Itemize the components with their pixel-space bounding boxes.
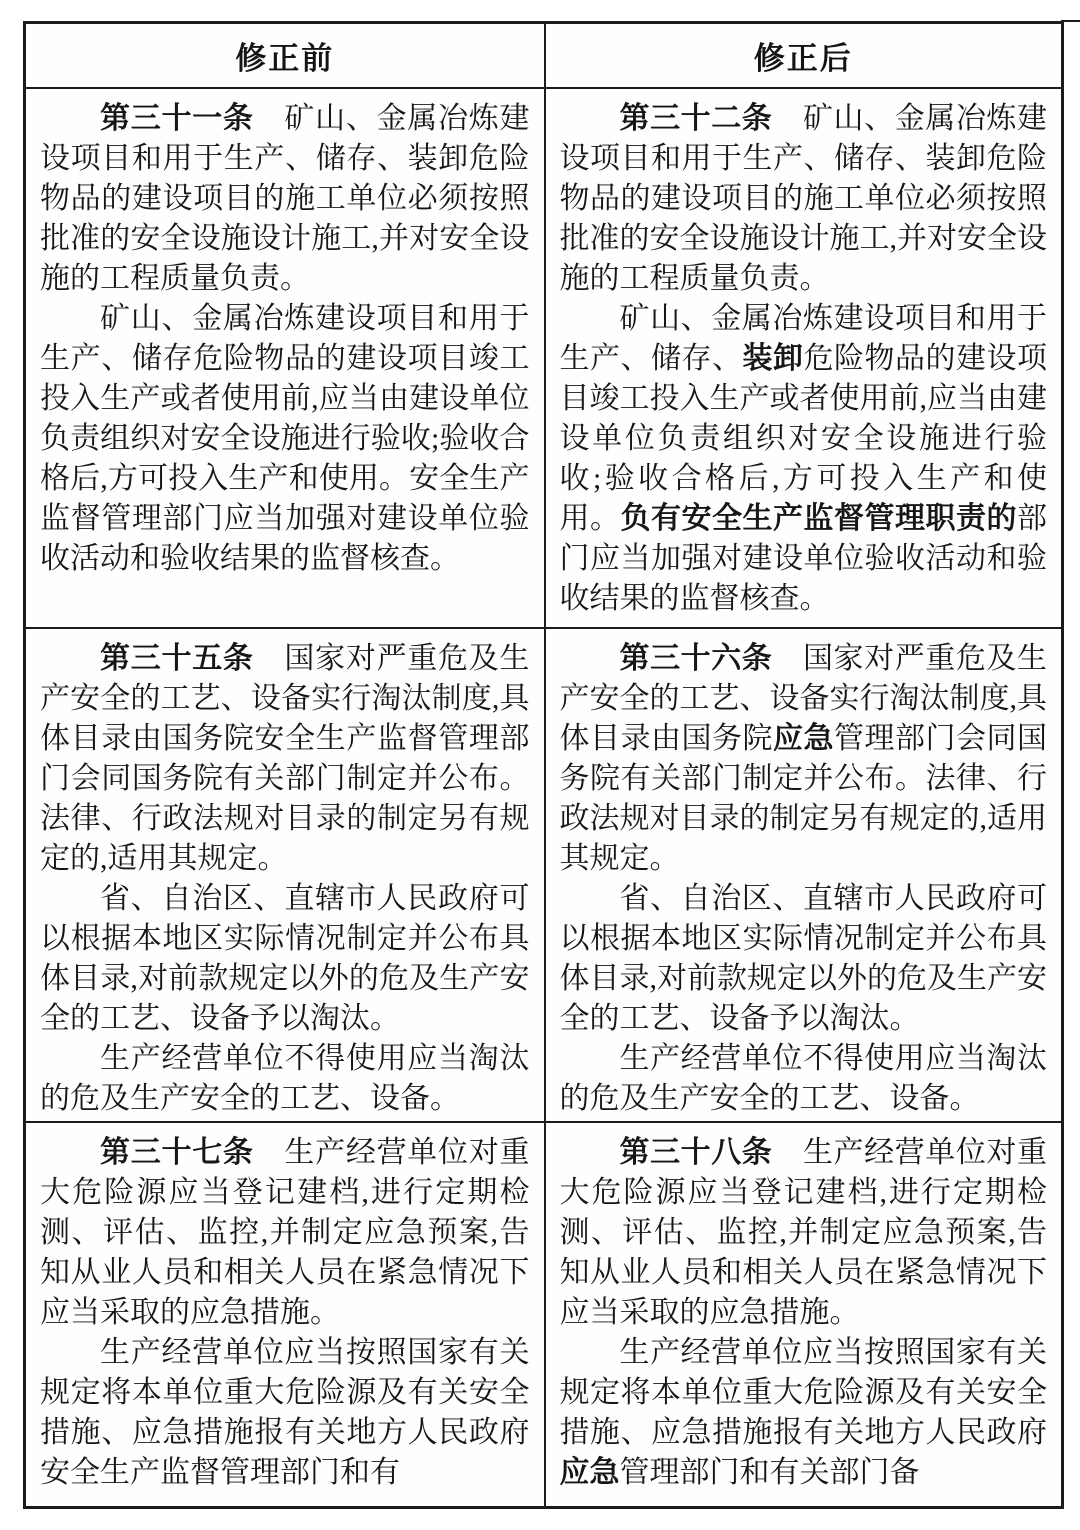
text-run: 部门应当加强对建设单位验收活动和验收结果的监督核查。: [559, 502, 1047, 615]
amended-text-run: 装卸: [742, 341, 804, 376]
header-cell-before: [26, 24, 544, 87]
law-paragraph: [560, 1133, 1048, 1333]
law-paragraph: [560, 879, 1048, 1039]
cell-after-article-38: [544, 1123, 1062, 1506]
cell-before-article-31: [26, 89, 544, 627]
amended-text-run: 第三十七条: [100, 1135, 254, 1170]
law-paragraph: [40, 1039, 530, 1119]
law-paragraph: [560, 639, 1048, 879]
text-run: 生产经营单位不得使用应当淘汰的危及生产安全的工艺、设备。: [40, 1042, 530, 1115]
table-row-article-31-32: [26, 89, 1061, 629]
amendment-comparison-table: [23, 21, 1064, 1509]
text-run: 省、自治区、直辖市人民政府可以根据本地区实际情况制定并公布具体目录,对前款规定以外的危及生产安全的工艺、设备予以淘汰。: [40, 882, 530, 1035]
text-run: 生产经营单位应当按照国家有关规定将本单位重大危险源及有关安全措施、应急措施报有关地方人民政府安全生产监督管理部门和有: [40, 1336, 530, 1489]
amended-text-run: 第三十八条: [619, 1135, 773, 1170]
text-run: 生产经营单位不得使用应当淘汰的危及生产安全的工艺、设备。: [559, 1042, 1047, 1115]
law-paragraph: [560, 1333, 1048, 1493]
law-paragraph: [560, 299, 1048, 619]
amended-text-run: 第三十二条: [619, 101, 773, 136]
amended-text-run: 负有安全生产监督管理职责的: [620, 501, 1017, 536]
law-paragraph: [560, 1039, 1048, 1119]
amended-text-run: 第三十六条: [619, 641, 773, 676]
text-run: 矿山、金属冶炼建设项目和用于生产、储存、: [559, 302, 1047, 375]
amended-text-run: 第三十一条: [100, 101, 254, 136]
table-row-article-35-36: [26, 629, 1061, 1123]
law-paragraph: [40, 1133, 530, 1333]
text-run: 矿山、金属冶炼建设项目和用于生产、储存、装卸危险物品的建设项目的施工单位必须按照批准的安全设施设计施工,并对安全设施的工程质量负责。: [559, 102, 1048, 295]
law-paragraph: [40, 639, 530, 879]
table-header-row: [26, 24, 1061, 89]
law-paragraph: [40, 99, 530, 299]
header-label-after: 修正后: [753, 41, 853, 77]
law-paragraph: [40, 1333, 530, 1493]
text-run: 矿山、金属冶炼建设项目和用于生产、储存危险物品的建设项目竣工投入生产或者使用前,应当由建设单位负责组织对安全设施进行验收;验收合格后,方可投入生产和使用。安全生产监督管理部门应当加强对建设单位验收活动和验收结果的监督核查。: [40, 302, 530, 575]
law-paragraph: [40, 879, 530, 1039]
cell-before-article-35: [26, 629, 544, 1121]
cell-after-article-36: [544, 629, 1062, 1121]
cell-before-article-37: [26, 1123, 544, 1506]
law-paragraph: [40, 299, 530, 579]
cell-after-article-32: [544, 89, 1062, 627]
text-run: 矿山、金属冶炼建设项目和用于生产、储存、装卸危险物品的建设项目的施工单位必须按照批准的安全设施设计施工,并对安全设施的工程质量负责。: [40, 102, 530, 295]
table-row-article-37-38: [26, 1123, 1061, 1506]
text-run: 生产经营单位对重大危险源应当登记建档,进行定期检测、评估、监控,并制定应急预案,告知从业人员和相关人员在紧急情况下应当采取的应急措施。: [559, 1136, 1048, 1329]
amended-text-run: 第三十五条: [100, 641, 254, 676]
text-run: 省、自治区、直辖市人民政府可以根据本地区实际情况制定并公布具体目录,对前款规定以外的危及生产安全的工艺、设备予以淘汰。: [559, 882, 1047, 1035]
amended-text-run: 应急: [559, 1455, 620, 1490]
header-cell-after: [544, 24, 1062, 87]
text-run: 生产经营单位应当按照国家有关规定将本单位重大危险源及有关安全措施、应急措施报有关地方人民政府: [559, 1336, 1047, 1449]
text-run: 生产经营单位对重大危险源应当登记建档,进行定期检测、评估、监控,并制定应急预案,告知从业人员和相关人员在紧急情况下应当采取的应急措施。: [40, 1136, 530, 1329]
text-run: 管理部门会同国务院有关部门制定并公布。法律、行政法规对目录的制定另有规定的,适用其规定。: [559, 722, 1047, 875]
text-run: 国家对严重危及生产安全的工艺、设备实行淘汰制度,具体目录由国务院: [559, 642, 1048, 755]
header-label-before: 修正前: [235, 41, 335, 77]
amended-text-run: 应急: [773, 721, 834, 756]
text-run: 国家对严重危及生产安全的工艺、设备实行淘汰制度,具体目录由国务院安全生产监督管理部门会同国务院有关部门制定并公布。法律、行政法规对目录的制定另有规定的,适用其规定。: [40, 642, 530, 875]
law-paragraph: [560, 99, 1048, 299]
text-run: 危险物品的建设项目竣工投入生产或者使用前,应当由建设单位负责组织对安全设施进行验收;验收合格后,方可投入生产和使用。: [559, 342, 1047, 535]
text-run: 管理部门和有关部门备: [619, 1456, 920, 1489]
